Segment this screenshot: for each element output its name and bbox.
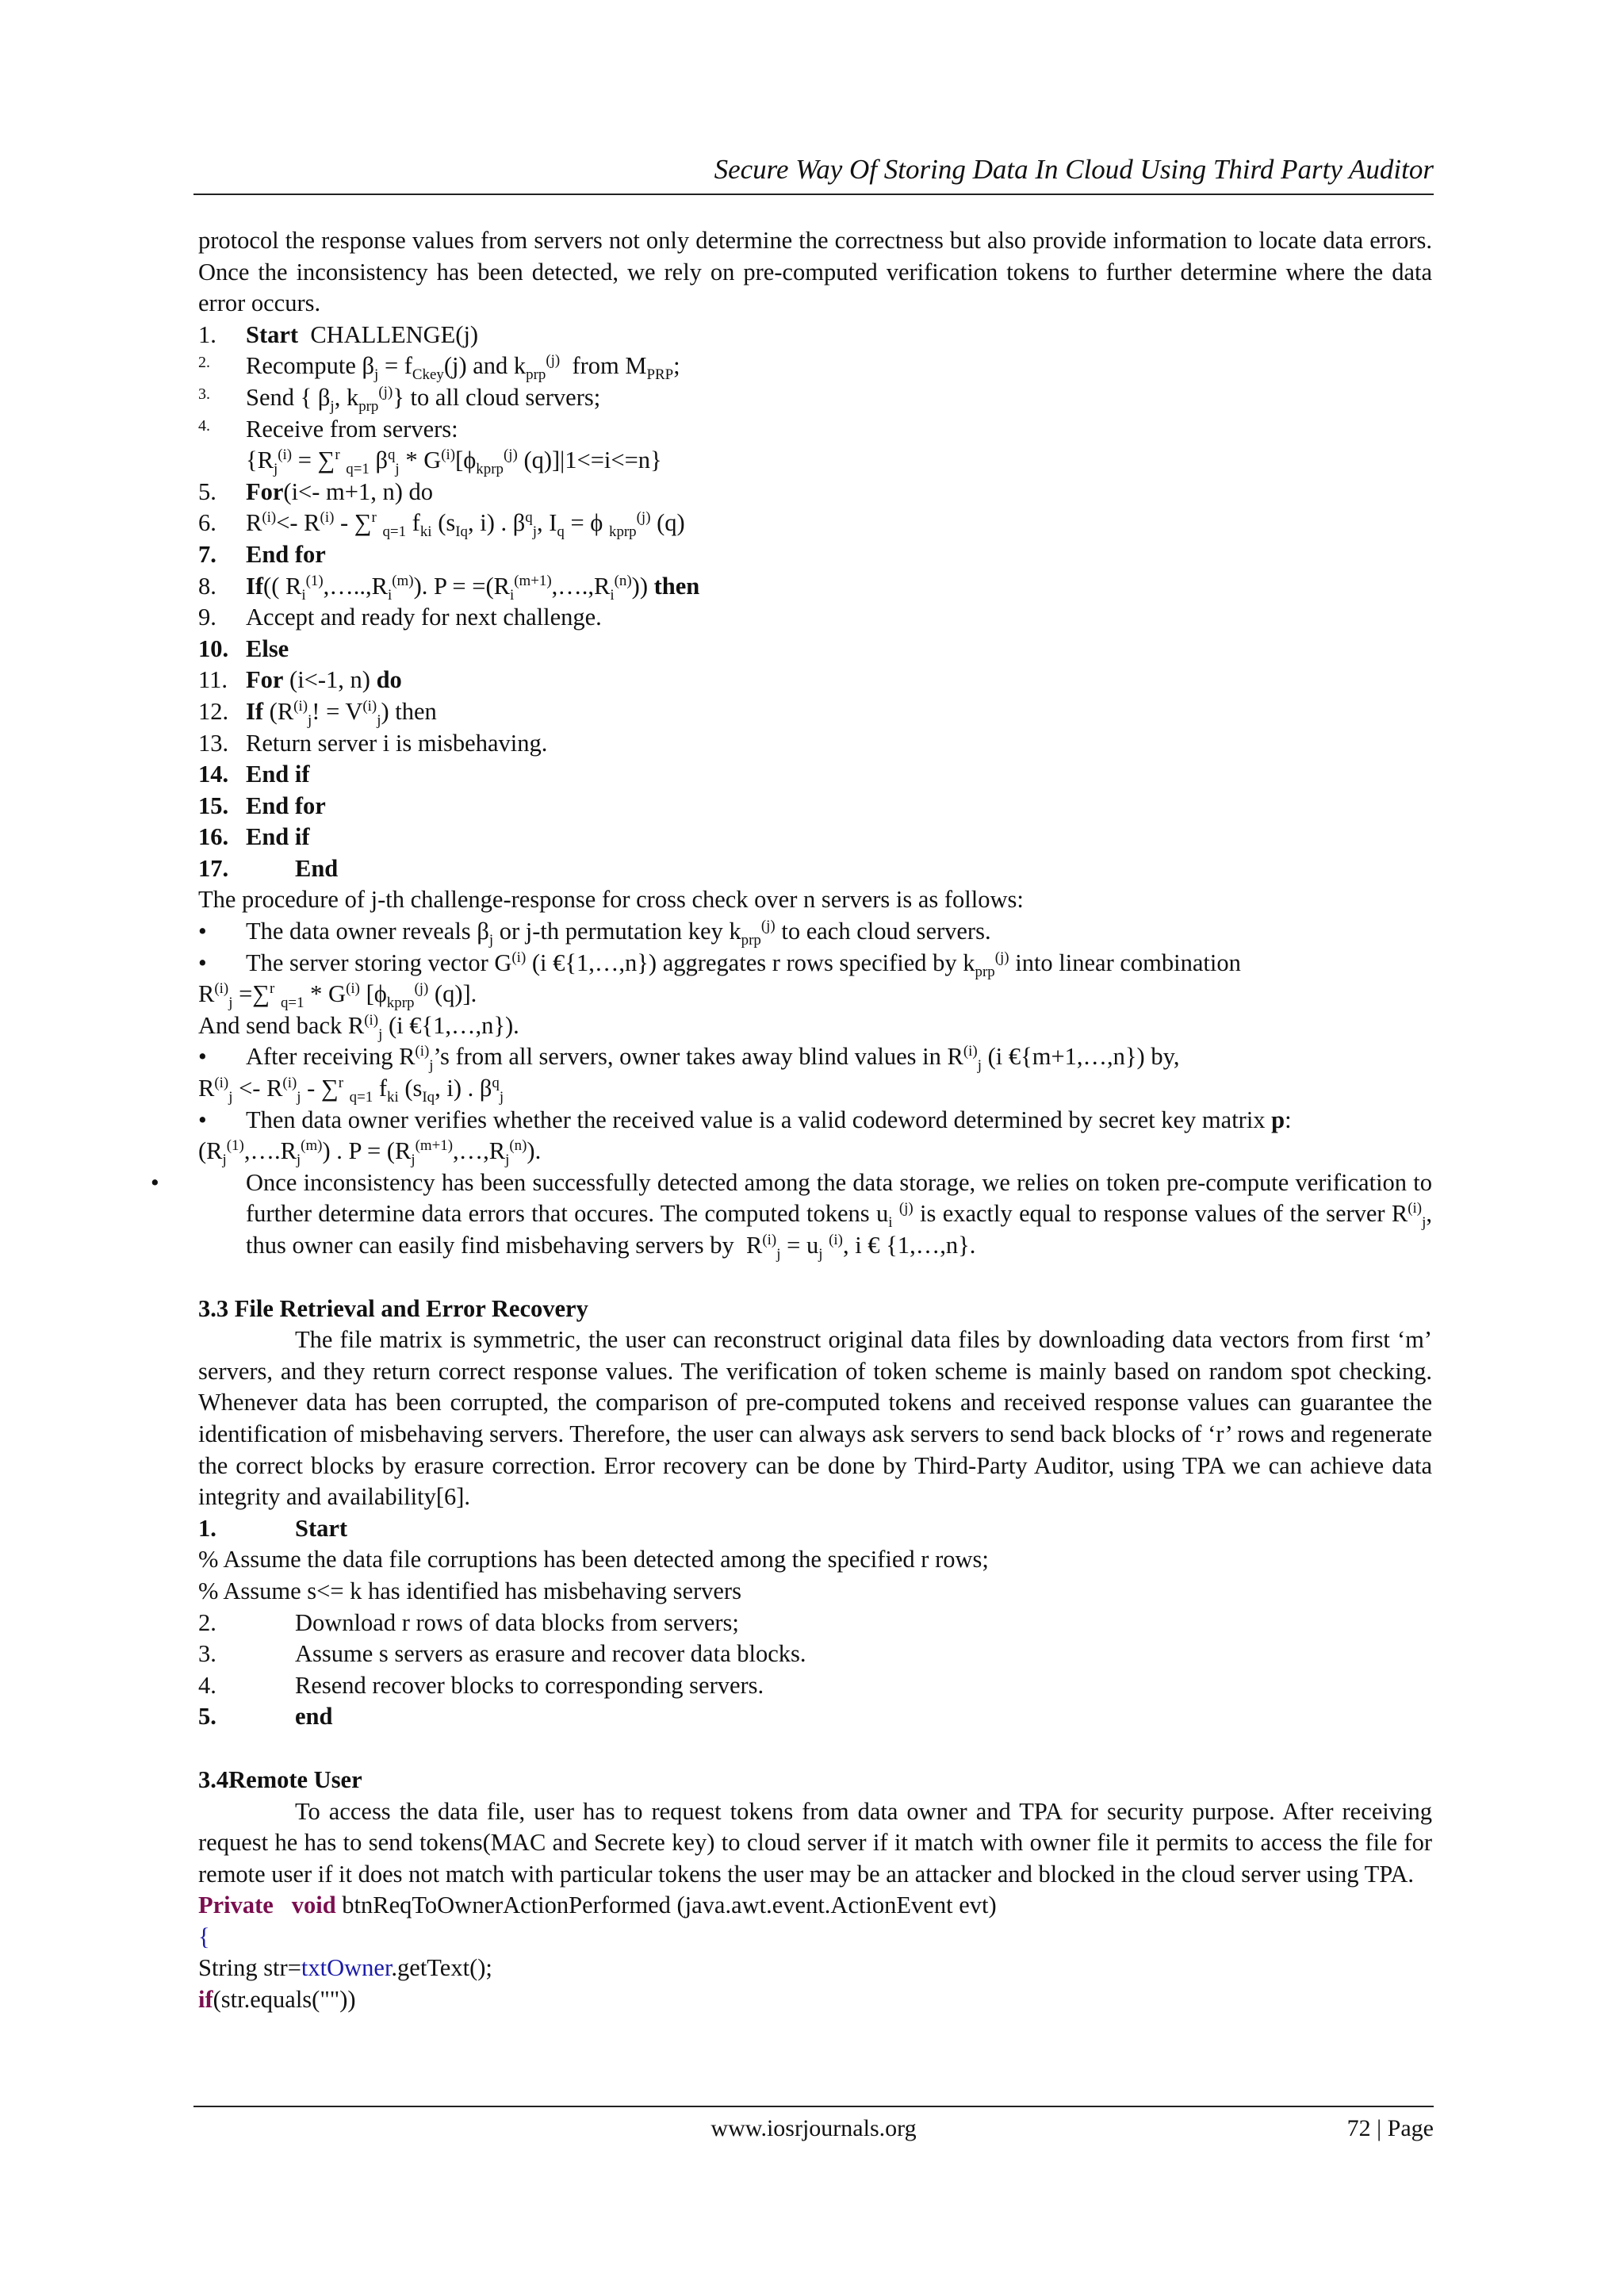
algo-line-13: 13. Return server i is misbehaving. bbox=[198, 729, 548, 757]
algo-line-8: 8. If(( $R_i^{(1)},\dots..,R_i^{(m)}$). $P = =(R_i^{(m+1)},\dots.,R_i^{(n)})$) then bbox=[198, 572, 700, 604]
section-3-3-paragraph: The file matrix is symmetric, the user can reconstruct original data files by downloading data vectors from first ‘m’ servers, and they return correct response values. The verification of token scheme is mainly based on random spot checking. Whenever data has been corrupted, the comparison of pre-computed tokens and received response values can guarantee the identification of misbehaving servers. Therefore, the user can always ask servers to send back blocks of ‘r’ rows and regenerate the correct blocks by erasure correction. Error recovery can be done by Third-Party Auditor, using TPA we can achieve data integrity and availability[6]. bbox=[198, 1326, 1432, 1511]
recovery-line-1: 1. Start bbox=[198, 1514, 348, 1542]
bullet-dot-icon: • bbox=[151, 1168, 159, 1196]
bullet-1: • The data owner reveals $\beta_j$ or j-th permutation key $k_{prp}^{(j)}$ to each cloud servers. bbox=[198, 917, 991, 949]
procedure-bullets bbox=[151, 916, 1432, 1263]
section-3-4-paragraph: To access the data file, user has to request tokens from data owner and TPA for security purpose. After receiving request he has to send tokens(MAC and Secrete key) to cloud server if it match with owner file it permits to access the file for remote user if it does not match with particular tokens the user may be an attacker and blocked in the cloud server using TPA. bbox=[198, 1797, 1432, 1888]
bullet-dot-icon: • bbox=[198, 1106, 207, 1133]
algo-line-1: 1. Start CHALLENGE(j) bbox=[198, 320, 479, 348]
algo-line-3: 3. Send { $\beta_j$, $k_{prp}^{(j)}$} to all cloud servers; bbox=[198, 383, 601, 416]
bullet-4-formula: $(R_j^{(1)},\dots.R_j^{(m)})$ . $P = (R_j^{(m+1)},\dots,R_j^{(n)})$. bbox=[198, 1137, 542, 1169]
bullet-2-formula: $R^{(i)}_j =\sum^r$ $_{q=1} * G^{(i)}$ [$\phi_{kprp}^{(j)}$ (q)]. bbox=[198, 980, 477, 1012]
algo-line-4-formula: {$R_j^{(i)} = \sum^r$ $_{q=1}$ $\beta^q_j * G^{(i)}[\phi_{kprp}^{(j)}$ (q)]|1<=i<=n} bbox=[246, 447, 662, 478]
bullet-2-send: And send back $R^{(i)}_j$ (i €{1,…,n}). bbox=[198, 1011, 519, 1043]
recovery-line-3: 3. Assume s servers as erasure and recover data blocks. bbox=[198, 1640, 806, 1668]
page-body bbox=[151, 225, 1432, 2016]
recovery-algorithm bbox=[198, 1513, 1432, 1733]
algo-line-10: 10. Else bbox=[198, 634, 289, 662]
code-line-3: if(str.equals("")) bbox=[198, 1986, 356, 2014]
algo-line-9: 9. Accept and ready for next challenge. bbox=[198, 604, 602, 631]
journal-url[interactable]: www.iosrjournals.org bbox=[710, 2115, 917, 2141]
bullet-5: • Once inconsistency has been successfully detected among the data storage, we relies on token pre-compute verification to further determine data errors that occures. The computed tokens $u_i$ $^{(j)}$ is exactly equal to response values of the server $R^{(i)}_j$, thus owner can easily find misbehaving servers by $R^{(i)}_j = u_j$ $^{(i)}$, i € {1,…,n}. bbox=[151, 1168, 1432, 1263]
bullet-dot-icon: • bbox=[198, 918, 207, 945]
section-3-3-heading: 3.3 File Retrieval and Error Recovery bbox=[198, 1294, 588, 1322]
algo-line-16: 16. End if bbox=[198, 823, 310, 851]
algo-line-17: 17. End bbox=[198, 854, 339, 882]
page-number: 72 | Page bbox=[1346, 2115, 1434, 2141]
algo-line-5: 5. For(i<- m+1, n) do bbox=[198, 477, 433, 505]
algo-line-4: 4. Receive from servers: bbox=[198, 415, 458, 443]
running-header: Secure Way Of Storing Data In Cloud Using Third Party Auditor bbox=[714, 154, 1434, 185]
bullet-3: • After receiving $R^{(i)}_j’s$ from all servers, owner takes away blind values in $R^{(i)}_j$ (i €{m+1,…,n}) by, bbox=[198, 1043, 1180, 1075]
algo-line-6: 6. $R^{(i)}<-$ $R^{(i)} - \sum^r$ $_{q=1}$ $f_{ki}$ ($s_{Iq}$, i) . $\beta^q_j$, $I_q = \phi$ $_{kprp}^{(j)}$ (q) bbox=[198, 509, 685, 541]
recovery-line-2: 2. Download r rows of data blocks from servers; bbox=[198, 1608, 739, 1636]
footer-rule bbox=[193, 2106, 1434, 2107]
algo-line-11: 11. For (i<-1, n) do bbox=[198, 666, 402, 694]
algo-line-15: 15. End for bbox=[198, 792, 326, 819]
bullet-dot-icon: • bbox=[198, 1043, 207, 1071]
recovery-line-4: 4. Resend recover blocks to corresponding servers. bbox=[198, 1671, 764, 1699]
code-line-brace: { bbox=[198, 1922, 210, 1950]
intro-paragraph: protocol the response values from servers not only determine the correctness but also provide information to locate data errors. Once the inconsistency has been detected, we rely on pre-computed verification tokens to further determine where the data error occurs. bbox=[198, 227, 1432, 317]
challenge-algorithm bbox=[198, 320, 1432, 885]
recovery-assume-2: % Assume s<= k has identified has misbehaving servers bbox=[198, 1577, 741, 1604]
algo-line-7: 7. End for bbox=[198, 540, 326, 568]
code-line-1: Private void btnReqToOwnerActionPerformed (java.awt.event.ActionEvent evt) bbox=[198, 1892, 997, 1919]
bullet-4: • Then data owner verifies whether the received value is a valid codeword determined by secret key matrix p: bbox=[198, 1105, 1432, 1137]
bullet-2: • The server storing vector $G^{(i)}$ (i €{1,…,n}) aggregates r rows specified by $k_{prp}^{(j)}$ into linear combination bbox=[198, 949, 1241, 980]
code-listing bbox=[198, 1890, 1432, 2015]
procedure-intro: The procedure of j-th challenge-response for cross check over n servers is as follows: bbox=[198, 886, 1024, 914]
algo-line-12: 12. If ($R^{(i)}_j$! = $V^{(i)}_j$) then bbox=[198, 697, 437, 729]
bullet-3-formula: $R^{(i)}_j <- R^{(i)}_j - \sum^r$ $_{q=1}$ $f_{ki}$ ($s_{Iq}$, i) . $\beta^q_j$ bbox=[198, 1074, 504, 1106]
recovery-assume-1: % Assume the data file corruptions has been detected among the specified r rows; bbox=[198, 1546, 989, 1573]
code-line-2: String str=txtOwner.getText(); bbox=[198, 1954, 492, 1982]
algo-line-14: 14. End if bbox=[198, 761, 310, 788]
algo-line-2: 2. Recompute $\beta_j = f_{Ckey}(j)$ and $k_{prp}^{(j)}$ from $M_{PRP}$; bbox=[198, 352, 680, 384]
bullet-dot-icon: • bbox=[198, 949, 207, 976]
recovery-line-5: 5. end bbox=[198, 1703, 333, 1731]
header-rule bbox=[193, 194, 1434, 195]
section-3-4-heading: 3.4Remote User bbox=[198, 1765, 362, 1793]
